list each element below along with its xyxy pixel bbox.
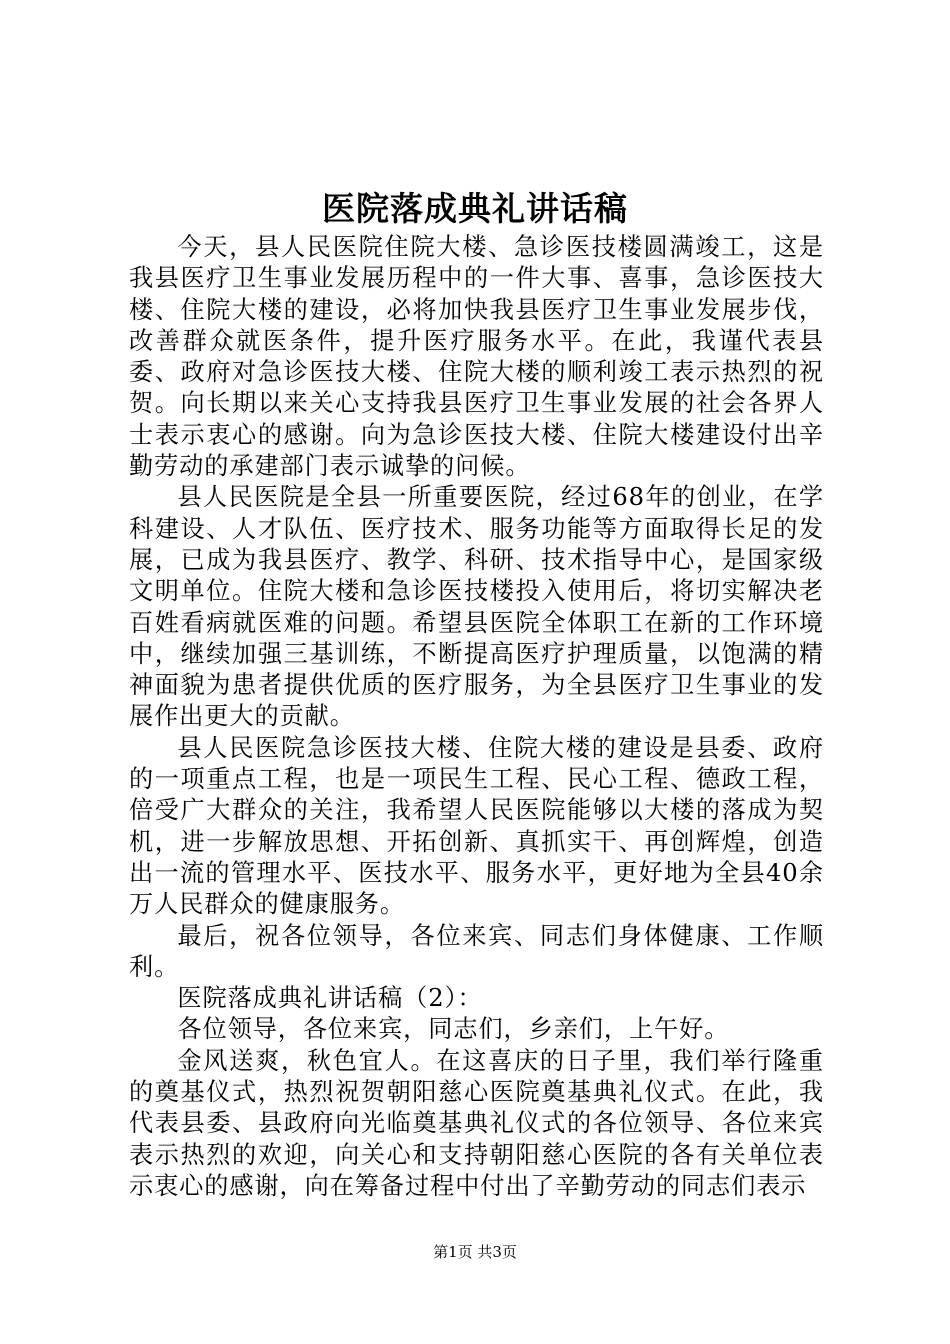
paragraph: 最后，祝各位领导，各位来宾、同志们身体健康、工作顺利。 (129, 921, 824, 981)
page-footer: 第1页 共3页 (433, 1243, 517, 1261)
document-title: 医院落成典礼讲话稿 (322, 189, 628, 228)
document-body (129, 232, 824, 1202)
paragraph: 县人民医院急诊医技大楼、住院大楼的建设是县委、政府的一项重点工程，也是一项民生工程、民心工程、德政工程，倍受广大群众的关注，我希望人民医院能够以大楼的落成为契机，进一步解放思想、开拓创新、真抓实干、再创辉煌，创造出一流的管理水平、医技水平、服务水平，更好地为全县40余万人民群众的健康服务。 (129, 733, 824, 919)
paragraph: 医院落成典礼讲话稿（2）： (177, 984, 483, 1013)
paragraph: 各位领导，各位来宾，同志们，乡亲们，上午好。 (177, 1015, 730, 1044)
paragraph: 今天，县人民医院住院大楼、急诊医技楼圆满竣工，这是我县医疗卫生事业发展历程中的一件大事、喜事，急诊医技大楼、住院大楼的建设，必将加快我县医疗卫生事业发展步伐，改善群众就医条件，提升医疗服务水平。在此，我谨代表县委、政府对急诊医技大楼、住院大楼的顺利竣工表示热烈的祝贺。向长期以来关心支持我县医疗卫生事业发展的社会各界人士表示衷心的感谢。向为急诊医技大楼、住院大楼建设付出辛勤劳动的承建部门表示诚挚的问候。 (129, 233, 824, 481)
paragraph: 金风送爽，秋色宜人。在这喜庆的日子里，我们举行隆重的奠基仪式，热烈祝贺朝阳慈心医院奠基典礼仪式。在此，我代表县委、县政府向光临奠基典礼仪式的各位领导、各位来宾表示热烈的欢迎，向关心和支持朝阳慈心医院的各有关单位表示衷心的感谢，向在筹备过程中付出了辛勤劳动的同志们表示 (129, 1046, 824, 1200)
paragraph: 县人民医院是全县一所重要医院，经过68年的创业，在学科建设、人才队伍、医疗技术、服务功能等方面取得长足的发展，已成为我县医疗、教学、科研、技术指导中心，是国家级文明单位。住院大楼和急诊医技楼投入使用后，将切实解决老百姓看病就医难的问题。希望县医院全体职工在新的工作环境中，继续加强三基训练，不断提高医疗护理质量，以饱满的精神面貌为患者提供优质的医疗服务，为全县医疗卫生事业的发展作出更大的贡献。 (129, 483, 824, 731)
